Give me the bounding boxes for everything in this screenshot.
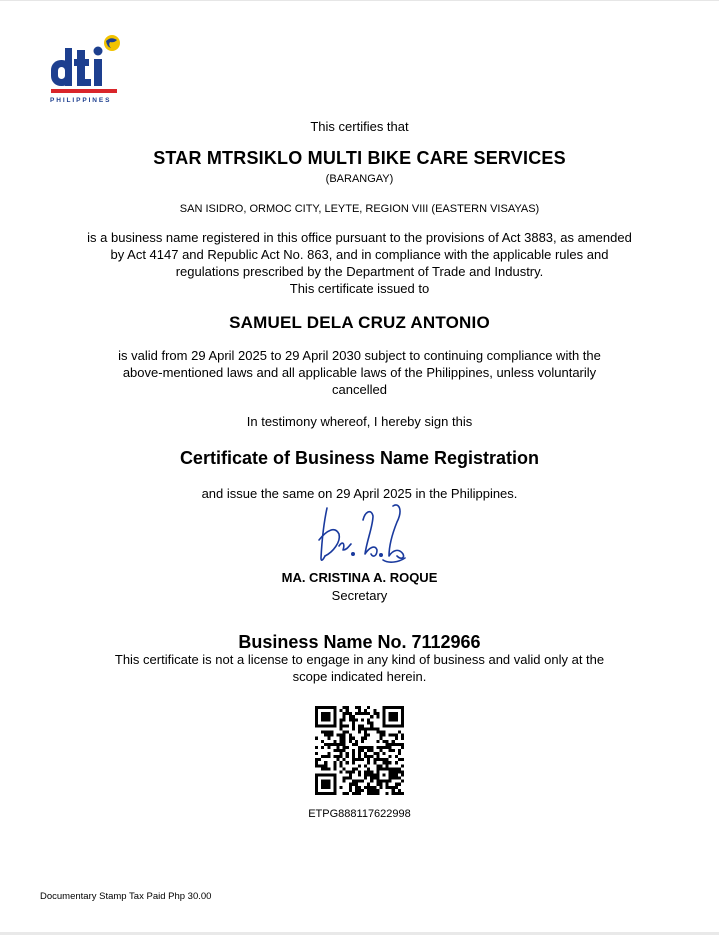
disclaimer-line: This certificate is not a license to engage in any kind of business and valid only at the: [114, 652, 605, 667]
signatory-name: MA. CRISTINA A. ROQUE: [281, 570, 438, 585]
validity-line: above-mentioned laws and all applicable laws of the Philippines, unless voluntarily: [122, 365, 597, 380]
issue-text: and issue the same on 29 April 2025 in the Philippines.: [201, 486, 518, 501]
disclaimer-line: scope indicated herein.: [292, 669, 427, 684]
registration-line: regulations prescribed by the Department of Trade and Industry.: [175, 264, 544, 279]
certifies-line: This certifies that: [310, 119, 409, 134]
qr-code: [315, 706, 404, 795]
business-address: SAN ISIDRO, ORMOC CITY, LEYTE, REGION VIII (EASTERN VISAYAS): [179, 203, 540, 215]
dti-logo-mark: [48, 33, 124, 95]
owner-name: SAMUEL DELA CRUZ ANTONIO: [229, 313, 490, 332]
dti-logo: [48, 33, 124, 108]
business-scope: (BARANGAY): [325, 173, 394, 185]
validity-line: cancelled: [332, 382, 387, 397]
testimony-text: In testimony whereof, I hereby sign this: [246, 414, 473, 429]
stamp-tax-text: Documentary Stamp Tax Paid Php 30.00: [40, 891, 212, 902]
registration-line: by Act 4147 and Republic Act No. 863, and in compliance with the applicable rules and: [110, 247, 609, 262]
logo-subtext: PHILIPPINES: [50, 97, 112, 104]
certificate-title: Certificate of Business Name Registration: [179, 448, 540, 468]
signature-image: [313, 500, 409, 572]
page-top-edge: [0, 0, 719, 1]
business-name: STAR MTRSIKLO MULTI BIKE CARE SERVICES: [153, 148, 566, 168]
registration-line: This certificate issued to: [289, 281, 430, 296]
validity-line: is valid from 29 April 2025 to 29 April 2030 subject to continuing compliance with the: [118, 348, 601, 363]
business-name-number: Business Name No. 7112966: [238, 632, 481, 652]
registration-line: is a business name registered in this office pursuant to the provisions of Act 3883, as amended: [87, 230, 632, 245]
qr-code-text: ETPG888117622998: [308, 808, 411, 820]
signatory-title: Secretary: [331, 588, 388, 603]
